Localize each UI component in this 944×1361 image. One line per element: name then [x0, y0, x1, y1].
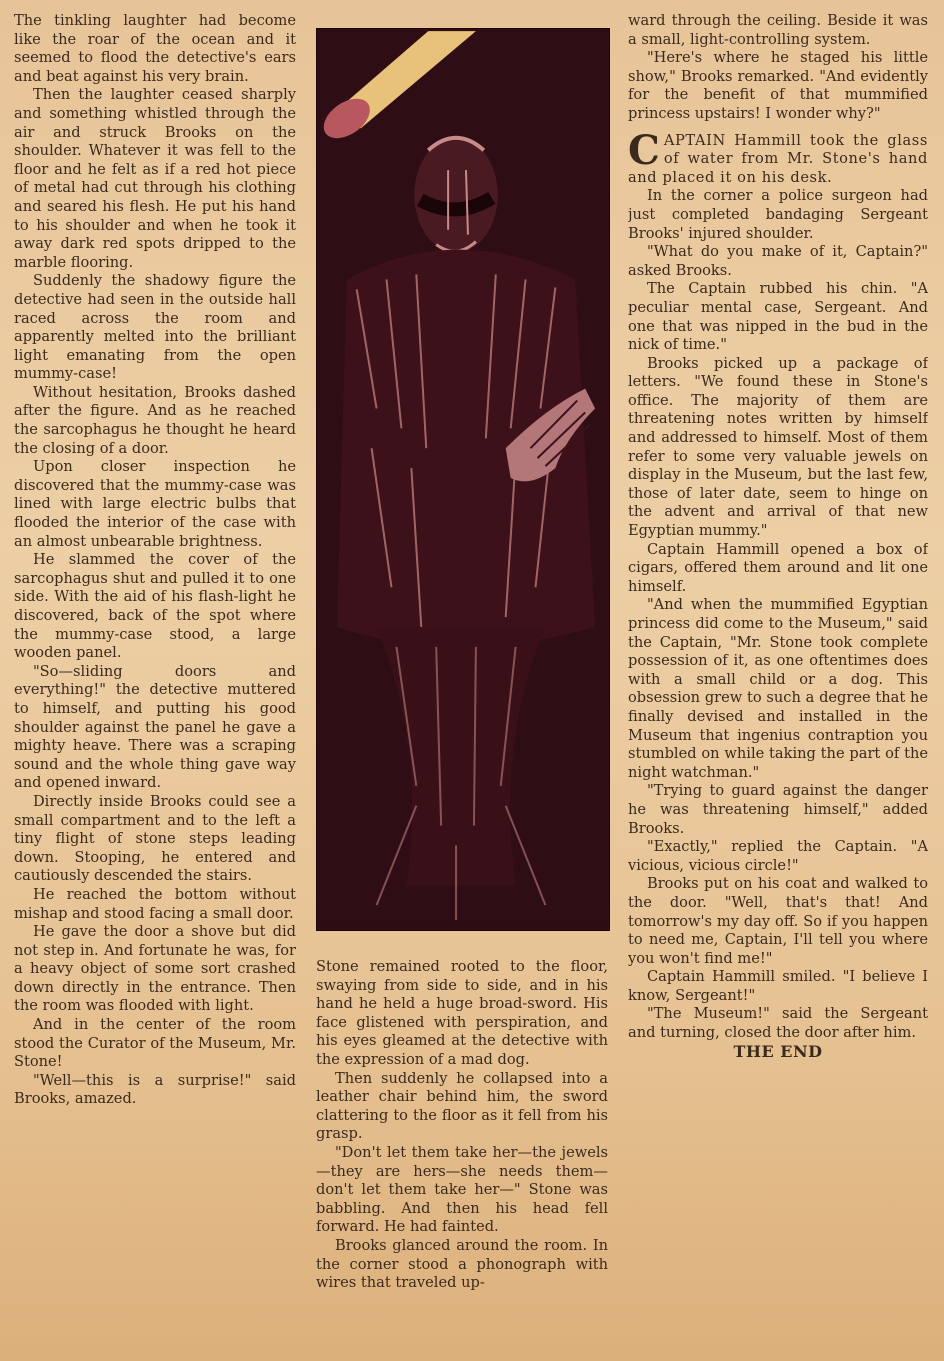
- middle-text-column: [316, 958, 608, 1348]
- paragraph: "What do you make of it, Captain?" asked Brooks.: [628, 243, 928, 279]
- right-column-continuation: [628, 12, 928, 124]
- drop-cap: C: [628, 126, 660, 174]
- paragraph: He reached the bottom without mishap and stood facing a small door.: [14, 885, 296, 922]
- paragraph: Brooks put on his coat and walked to the door. "Well, that's that! And tomorrow's my day off. So if you happen to need me, Captain, I'll tell you where you won't find me!": [628, 875, 928, 967]
- story-illustration: [316, 28, 610, 931]
- paragraph: He gave the door a shove but did not step in. And fortunate he was, for a heavy object of some sort crashed down directly in the entrance. Then the room was flooded with light.: [14, 923, 296, 1015]
- paragraph: ward through the ceiling. Beside it was a small, light-controlling system.: [628, 12, 928, 48]
- paragraph: "Here's where he staged his little show," Brooks remarked. "And evidently for the benefit of that mummified princess upstairs! I wonder why?": [628, 49, 928, 122]
- paragraph: Directly inside Brooks could see a small compartment and to the left a tiny flight of stone steps leading down. Stooping, he entered and cautiously descended the stairs.: [14, 792, 296, 885]
- closing-section: [628, 126, 928, 1062]
- paragraph: The Captain rubbed his chin. "A peculiar mental case, Sergeant. And one that was nipped in the bud in the nick of time.": [628, 280, 928, 354]
- paragraph: Suddenly the shadowy figure the detective had seen in the outside hall raced across the room and apparently melted into the brilliant light emanating from the open mummy-case!: [14, 272, 296, 383]
- paragraph: "Trying to guard against the danger he was threatening himself," added Brooks.: [628, 782, 928, 837]
- paragraph: Stone remained rooted to the floor, swaying from side to side, and in his hand he held a huge broad-sword. His face glistened with perspiration, and his eyes gleamed at the detective with the expression of a mad dog.: [316, 958, 608, 1068]
- paragraph: Without hesitation, Brooks dashed after the figure. And as he reached the sarcophagus he thought he heard the closing of a door.: [14, 383, 296, 457]
- paragraph: "Well—this is a surprise!" said Brooks, amazed.: [14, 1071, 296, 1108]
- paragraph: Brooks glanced around the room. In the corner stood a phonograph with wires that traveled up-: [316, 1236, 608, 1292]
- paragraph: Captain Hammill smiled. "I believe I know, Sergeant!": [628, 968, 928, 1004]
- paragraph: In the corner a police surgeon had just completed bandaging Sergeant Brooks' injured shoulder.: [628, 187, 928, 242]
- paragraph: He slammed the cover of the sarcophagus shut and pulled it to one side. With the aid of his flash-light he discovered, back of the spot where the mummy-case stood, a large wooden panel.: [14, 551, 296, 662]
- paragraph: Then suddenly he collapsed into a leather chair behind him, the sword clattering to the floor as it fell from his grasp.: [316, 1069, 608, 1143]
- paragraph: "Exactly," replied the Captain. "A vicious, vicious circle!": [628, 838, 928, 874]
- paragraph: "So—sliding doors and everything!" the detective muttered to himself, and putting his good shoulder against the panel he gave a mighty heave. There was a scraping sound and the whole thing gave way and opened inward.: [14, 662, 296, 792]
- section-opening: APTAIN Hammill took the glass of water from Mr. Stone's hand and placed it on his desk.: [628, 131, 928, 186]
- paragraph: Then the laughter ceased sharply and something whistled through the air and struck Brooks on the shoulder. Whatever it was fell to the floor and he felt as if a red hot piece of metal had cut through his clothing and seared his flesh. He put his hand to his shoulder and when he took it away dark red spots dripped to the marble flooring.: [14, 86, 296, 271]
- paragraph: "The Museum!" said the Sergeant and turning, closed the door after him.: [628, 1005, 928, 1042]
- paragraph: Upon closer inspection he discovered that the mummy-case was lined with large electric bulbs that flooded the interior of the case with an almost unbearable brightness.: [14, 458, 296, 550]
- paragraph: "Don't let them take her—the jewels—they are hers—she needs them—don't let them take her—" Stone was babbling. And then his head fell forward. He had fainted.: [316, 1143, 608, 1236]
- left-text-column: [14, 12, 296, 1348]
- paragraph: "And when the mummified Egyptian princess did come to the Museum," said the Captain, "Mr. Stone took complete possession of it, as one oftentimes does with a small child or a dog. This obsession grew to such a degree that he finally devised and installed in the Museum that ingenius contraption you stumbled on while taking the part of the night watchman.": [628, 596, 928, 781]
- right-text-column: [628, 12, 928, 1348]
- paragraph: The tinkling laughter had become like the roar of the ocean and it seemed to flood the detective's ears and beat against his very brain.: [14, 12, 296, 85]
- the-end-label: THE END: [733, 1041, 823, 1061]
- paragraph: Brooks picked up a package of letters. "We found these in Stone's office. The majority of them are threatening notes written by himself and addressed to himself. Most of them refer to some very valuable jewels on display in the Museum, but the last few, those of later date, seem to hinge on the advent and arrival of that new Egyptian mummy.": [628, 354, 928, 540]
- paragraph: Captain Hammill opened a box of cigars, offered them around and lit one himself.: [628, 540, 928, 595]
- paragraph: And in the center of the room stood the Curator of the Museum, Mr. Stone!: [14, 1016, 296, 1071]
- closing-paragraphs: [628, 187, 928, 1042]
- illustration-man-with-sword: [317, 29, 609, 930]
